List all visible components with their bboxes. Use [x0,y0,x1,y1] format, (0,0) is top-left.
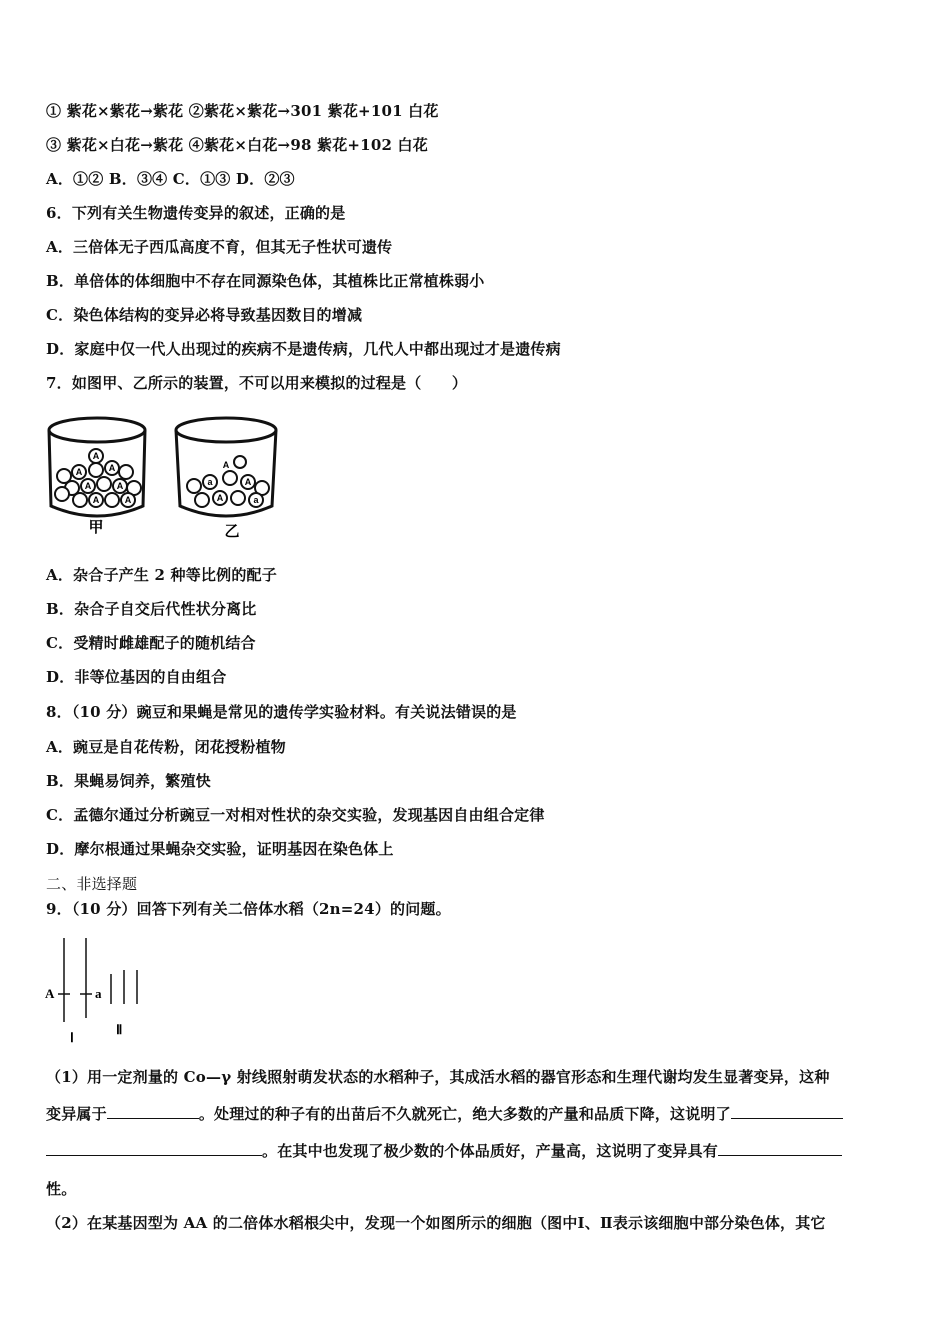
label-I: Ⅰ [70,1030,74,1045]
q6-option-b: B．单倍体的体细胞中不存在同源染色体，其植株比正常植株弱小 [46,272,485,290]
ball-label: A [108,463,116,473]
q9-part1-line4: 性。 [46,1180,77,1198]
fig-label-yi: 乙 [224,522,240,540]
q8-option-d: D．摩尔根通过果蝇杂交实验，证明基因在染色体上 [46,840,394,858]
ball-label: A [124,495,132,505]
q9-part1-line2 [46,1103,843,1125]
label-II: Ⅱ [116,1022,123,1037]
q9-part1-line1: （1）用一定剂量的 Co—γ 射线照射萌发状态的水稻种子，其成活水稻的器官形态和生理代谢均发生显著变异，这种 [46,1068,830,1086]
ball-label: a [207,477,213,487]
container-yi [176,418,276,540]
ball-label: a [253,495,259,505]
answer-blank-2b[interactable] [46,1140,262,1156]
ball-label: A [75,467,83,477]
ball-label: A [222,460,230,470]
q9-stem: 9．（10 分）回答下列有关二倍体水稻（2n=24）的问题。 [46,900,451,918]
ball-label: A [216,493,224,503]
q7-option-d: D．非等位基因的自由组合 [46,668,227,686]
q6-option-d: D．家庭中仅一代人出现过的疾病不是遗传病，几代人中都出现过才是遗传病 [46,340,561,358]
q6-option-a: A．三倍体无子西瓜高度不育，但其无子性状可遗传 [46,238,393,256]
ball-label: A [244,477,252,487]
q7-option-c: C．受精时雌雄配子的随机结合 [46,634,256,652]
q8-option-c: C．孟德尔通过分析豌豆一对相对性状的杂交实验，发现基因自由组合定律 [46,806,545,824]
q9-part1-text: 。处理过的种子有的出苗后不久就死亡，绝大多数的产量和品质下降，这说明了 [198,1105,731,1123]
q7-stem: 7．如图甲、乙所示的装置，不可以用来模拟的过程是（ ） [46,374,468,392]
label-a: a [95,986,102,1001]
q7-option-b: B．杂合子自交后代性状分离比 [46,600,257,618]
section-heading: 二、非选择题 [46,875,138,893]
q8-option-a: A．豌豆是自花传粉，闭花授粉植物 [46,738,286,756]
q9-part1-text: 。在其中也发现了极少数的个体品质好，产量高，这说明了变异具有 [262,1142,719,1160]
answer-blank-1[interactable] [107,1103,199,1119]
q9-part1-line3 [46,1140,842,1162]
container-jia [49,418,145,536]
q8-option-b: B．果蝇易饲养，繁殖快 [46,772,211,790]
ball-label: A [92,495,100,505]
q8-stem: 8．（10 分）豌豆和果蝇是常见的遗传学实验材料。有关说法错误的是 [46,703,517,721]
q7-figure-containers [44,408,294,548]
answer-blank-3[interactable] [718,1140,842,1156]
ball-label: A [116,481,124,491]
q7-option-a: A．杂合子产生 2 种等比例的配子 [46,566,277,584]
q5-line2: ③ 紫花×白花→紫花 ④紫花×白花→98 紫花+102 白花 [46,136,428,154]
answer-blank-2a[interactable] [731,1103,843,1119]
q5-line1: ① 紫花×紫花→紫花 ②紫花×紫花→301 紫花+101 白花 [46,102,439,120]
q5-options: A．①② B．③④ C．①③ D．②③ [46,170,295,188]
q6-stem: 6．下列有关生物遗传变异的叙述，正确的是 [46,204,346,222]
q9-part1-text: 变异属于 [46,1105,107,1123]
q6-option-c: C．染色体结构的变异必将导致基因数目的增减 [46,306,363,324]
q9-part2-line1: （2）在某基因型为 AA 的二倍体水稻根尖中，发现一个如图所示的细胞（图中Ⅰ、Ⅱ表示该细胞中部分染色体，其它 [46,1214,826,1232]
q9-chromosome-figure [40,934,160,1046]
ball-label: A [84,481,92,491]
label-A: A [45,986,55,1001]
ball-label: A [92,451,100,461]
fig-label-jia: 甲 [88,518,104,536]
